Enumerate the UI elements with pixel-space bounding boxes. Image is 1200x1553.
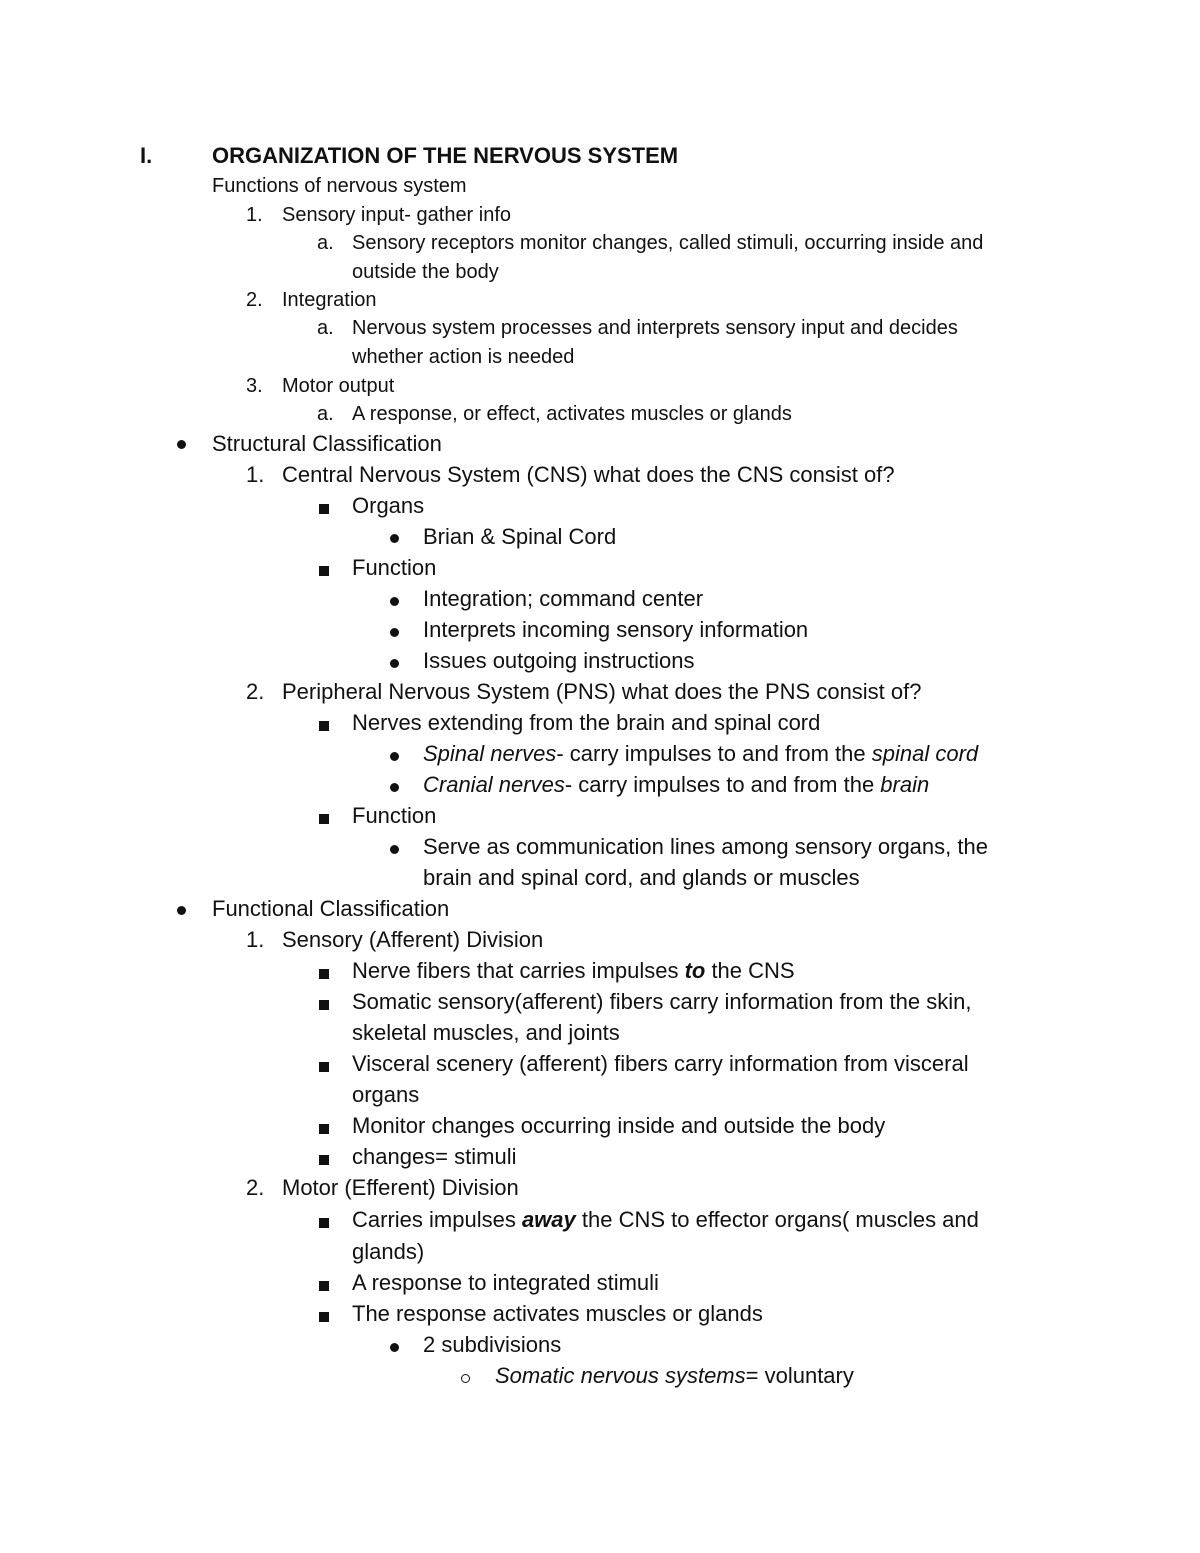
list-number: 2.: [246, 1175, 265, 1200]
list-number: 2.: [246, 679, 265, 704]
list-item: Nerves extending from the brain and spinal cord: [352, 710, 821, 735]
list-item: [495, 1365, 854, 1387]
list-item: outside the body: [352, 261, 499, 283]
list-item: Issues outgoing instructions: [423, 648, 695, 673]
list-item: whether action is needed: [352, 346, 575, 368]
list-item: Central Nervous System (CNS) what does the CNS consist of?: [282, 462, 895, 487]
list-item: skeletal muscles, and joints: [352, 1020, 620, 1045]
square-bullet-icon: [319, 969, 329, 979]
list-item: Sensory (Afferent) Division: [282, 927, 544, 952]
bullet-icon: [390, 628, 399, 637]
list-item: Somatic sensory(afferent) fibers carry information from the skin,: [352, 989, 972, 1014]
square-bullet-icon: [319, 721, 329, 731]
hollow-bullet-icon: [461, 1374, 470, 1383]
emphasis-term: away: [521, 1207, 576, 1232]
list-letter: a.: [317, 232, 334, 254]
bullet-icon: [390, 1343, 399, 1352]
list-item: organs: [352, 1082, 420, 1107]
bullet-icon: [390, 659, 399, 668]
list-number: 1.: [246, 927, 265, 952]
functions-label: Functions of nervous system: [212, 175, 467, 197]
square-bullet-icon: [319, 566, 329, 576]
list-item: Visceral scenery (afferent) fibers carry information from visceral: [352, 1051, 969, 1076]
bullet-icon: [177, 906, 186, 915]
list-item: The response activates muscles or glands: [352, 1301, 763, 1326]
list-item: Sensory input- gather info: [282, 204, 512, 226]
list-item: Sensory receptors monitor changes, called stimuli, occurring inside and: [352, 232, 984, 254]
list-item: A response to integrated stimuli: [352, 1270, 659, 1295]
italic-term: Somatic nervous systems: [495, 1363, 746, 1388]
list-item: [352, 960, 795, 982]
italic-term: Spinal nerves: [423, 741, 557, 766]
bullet-icon: [390, 534, 399, 543]
list-item: [352, 1209, 979, 1231]
list-item: Nervous system processes and interprets sensory input and decides: [352, 317, 958, 339]
section-heading: Structural Classification: [212, 431, 442, 456]
list-item: [423, 743, 978, 765]
list-item: glands): [352, 1239, 425, 1264]
list-number: 1.: [246, 462, 265, 487]
list-item: [423, 774, 929, 796]
list-item: A response, or effect, activates muscles or glands: [352, 403, 792, 425]
list-item: Function: [352, 803, 437, 828]
square-bullet-icon: [319, 1124, 329, 1134]
square-bullet-icon: [319, 1155, 329, 1165]
square-bullet-icon: [319, 1062, 329, 1072]
list-item: Interprets incoming sensory information: [423, 617, 809, 642]
square-bullet-icon: [319, 1312, 329, 1322]
text-run: Nerve fibers that carries impulses: [352, 958, 685, 983]
list-item: changes= stimuli: [352, 1144, 517, 1169]
bullet-icon: [390, 783, 399, 792]
square-bullet-icon: [319, 1000, 329, 1010]
text-run: - carry impulses to and from the: [564, 772, 881, 797]
italic-term: brain: [880, 772, 930, 797]
list-item: Serve as communication lines among sensory organs, the: [423, 834, 988, 859]
list-item: Monitor changes occurring inside and outside the body: [352, 1113, 886, 1138]
text-run: = voluntary: [745, 1363, 854, 1388]
list-item: brain and spinal cord, and glands or muscles: [423, 865, 860, 890]
square-bullet-icon: [319, 504, 329, 514]
page-title: ORGANIZATION OF THE NERVOUS SYSTEM: [212, 143, 679, 168]
bullet-icon: [390, 597, 399, 606]
list-item: Integration: [282, 289, 377, 311]
bullet-icon: [177, 440, 186, 449]
text-run: the CNS to effector organs( muscles and: [575, 1207, 979, 1232]
list-item: Integration; command center: [423, 586, 704, 611]
list-item: Motor (Efferent) Division: [282, 1175, 519, 1200]
heading-numeral: I.: [140, 143, 153, 168]
text-run: the CNS: [705, 958, 795, 983]
list-item: Function: [352, 555, 437, 580]
square-bullet-icon: [319, 814, 329, 824]
list-number: 2.: [246, 289, 263, 311]
list-item: Motor output: [282, 375, 395, 397]
list-item: Brian & Spinal Cord: [423, 524, 617, 549]
list-number: 3.: [246, 375, 263, 397]
italic-term: spinal cord: [871, 741, 979, 766]
text-run: Carries impulses: [352, 1207, 522, 1232]
list-letter: a.: [317, 403, 334, 425]
list-item: Organs: [352, 493, 425, 518]
list-item: 2 subdivisions: [423, 1332, 562, 1357]
square-bullet-icon: [319, 1218, 329, 1228]
bullet-icon: [390, 845, 399, 854]
square-bullet-icon: [319, 1281, 329, 1291]
text-run: - carry impulses to and from the: [556, 741, 872, 766]
bullet-icon: [390, 752, 399, 761]
list-item: Peripheral Nervous System (PNS) what does the PNS consist of?: [282, 679, 922, 704]
emphasis-term: to: [684, 958, 706, 983]
section-heading: Functional Classification: [212, 896, 450, 921]
italic-term: Cranial nerves: [423, 772, 565, 797]
list-letter: a.: [317, 317, 334, 339]
list-number: 1.: [246, 204, 263, 226]
